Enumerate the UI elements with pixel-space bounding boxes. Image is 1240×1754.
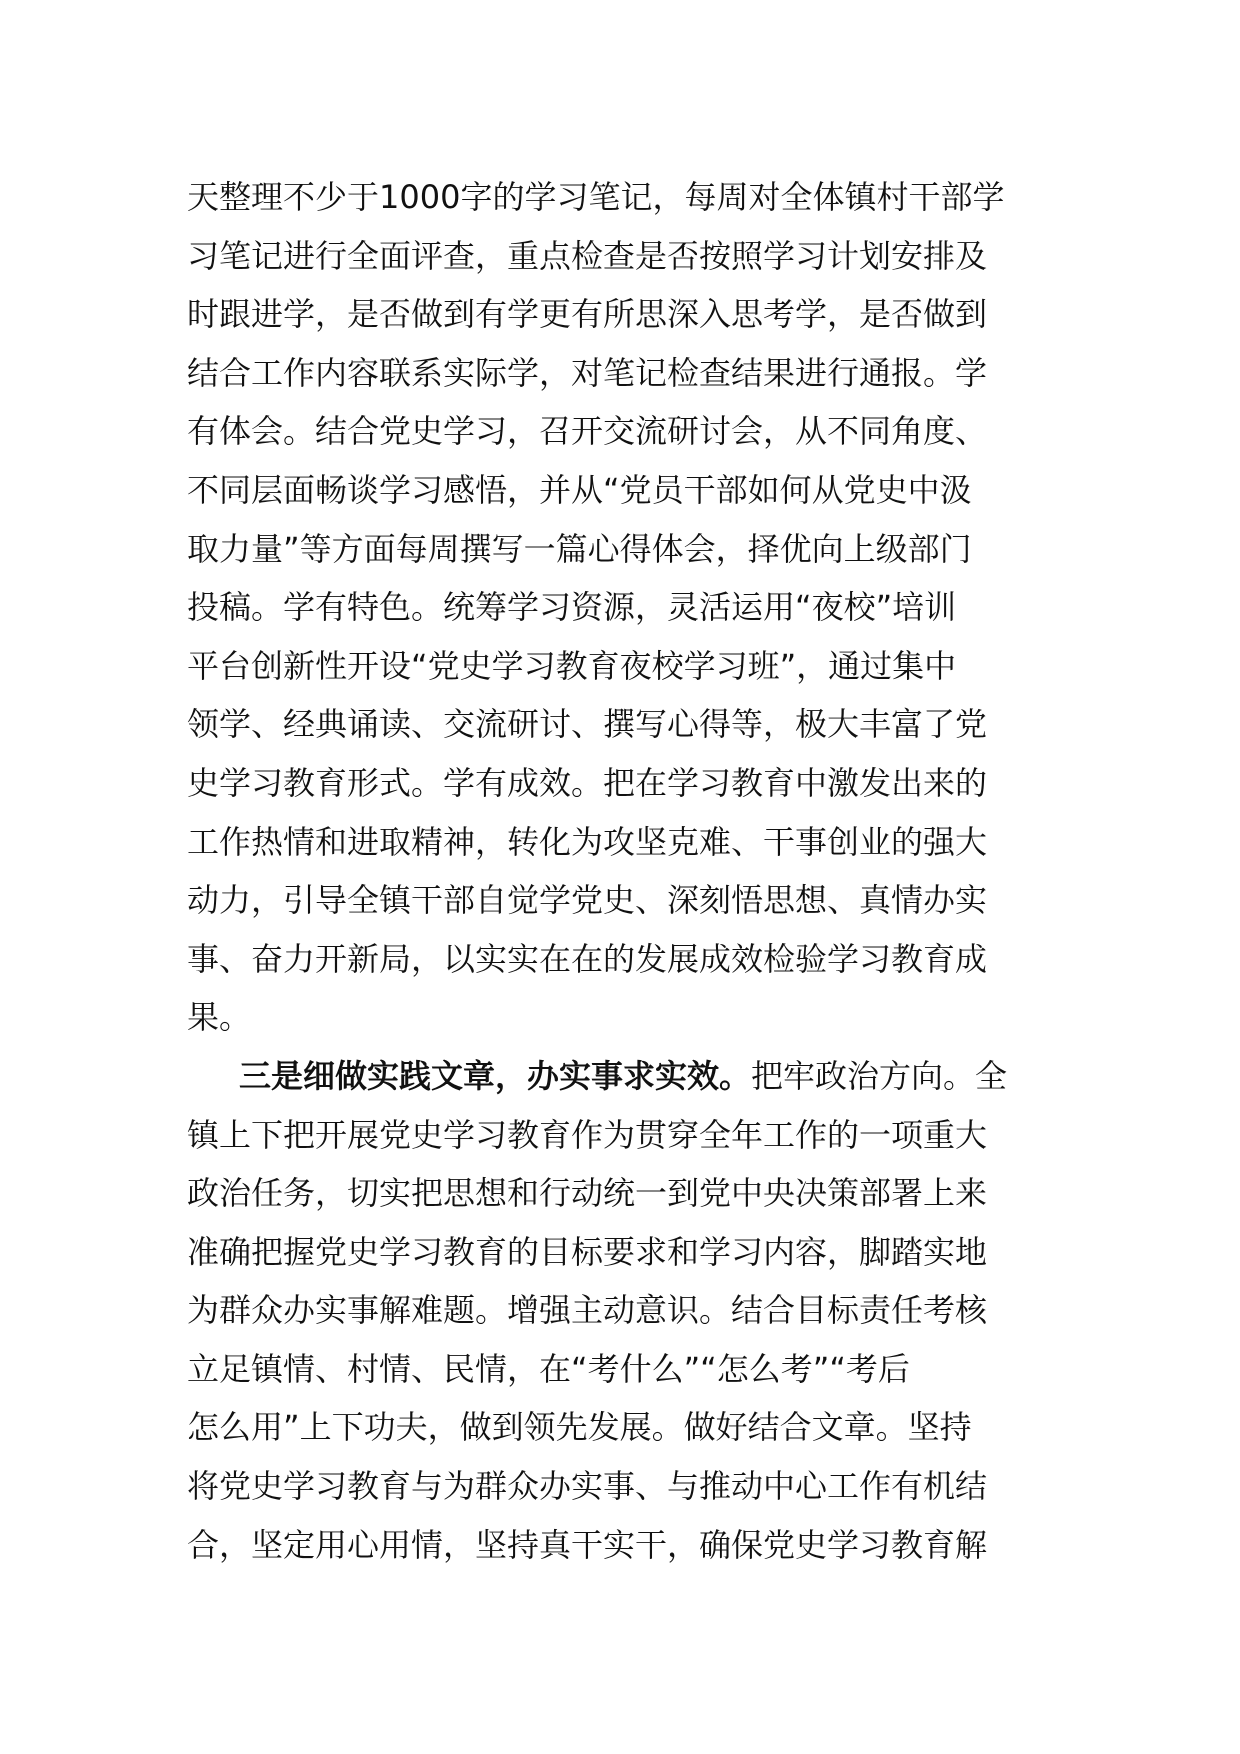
text-line: 政治任务，切实把思想和行动统一到党中央决策部署上来 [187, 1174, 988, 1213]
text-line: 领学、经典诵读、交流研讨、撰写心得等，极大丰富了党 [187, 705, 988, 744]
section-3-first-line-text: 把牢政治方向。全 [751, 1056, 1008, 1095]
text-line: 投稿。学有特色。统筹学习资源，灵活运用“夜校”培训 [187, 588, 957, 627]
text-line: 结合工作内容联系实际学，对笔记检查结果进行通报。学 [187, 353, 988, 392]
text-line: 合，坚定用心用情，坚持真干实干，确保党史学习教育解 [187, 1525, 988, 1564]
section-3-heading: 三是细做实践文章，办实事求实效。 [239, 1056, 752, 1095]
text-line: 准确把握党史学习教育的目标要求和学习内容，脚踏实地 [187, 1232, 988, 1271]
text-line: 事、奋力开新局，以实实在在的发展成效检验学习教育成 [187, 939, 988, 978]
text-line: 立足镇情、村情、民情，在“考什么”“怎么考”“考后 [187, 1349, 910, 1388]
text-line: 天整理不少于1000字的学习笔记，每周对全体镇村干部学 [187, 178, 1005, 216]
text-line: 将党史学习教育与为群众办实事、与推动中心工作有机结 [187, 1467, 988, 1506]
section-3-first-line [187, 1047, 1067, 1106]
text-line: 取力量”等方面每周撰写一篇心得体会，择优向上级部门 [187, 529, 972, 568]
body-text [187, 168, 1067, 1574]
text-line: 怎么用”上下功夫，做到领先发展。做好结合文章。坚持 [187, 1408, 972, 1447]
text-line: 时跟进学，是否做到有学更有所思深入思考学，是否做到 [187, 295, 988, 334]
text-line: 平台创新性开设“党史学习教育夜校学习班”，通过集中 [187, 646, 957, 685]
text-line: 有体会。结合党史学习，召开交流研讨会，从不同角度、 [187, 412, 988, 451]
text-line: 动力，引导全镇干部自觉学党史、深刻悟思想、真情办实 [187, 881, 988, 920]
text-line: 习笔记进行全面评查，重点检查是否按照学习计划安排及 [187, 236, 988, 275]
text-line: 不同层面畅谈学习感悟，并从“党员干部如何从党史中汲 [187, 470, 972, 509]
text-line: 工作热情和进取精神，转化为攻坚克难、干事创业的强大 [187, 822, 988, 861]
text-line: 为群众办实事解难题。增强主动意识。结合目标责任考核 [187, 1291, 988, 1330]
text-line: 史学习教育形式。学有成效。把在学习教育中激发出来的 [187, 763, 988, 802]
text-line: 镇上下把开展党史学习教育作为贯穿全年工作的一项重大 [187, 1115, 988, 1154]
text-line: 果。 [187, 998, 252, 1037]
